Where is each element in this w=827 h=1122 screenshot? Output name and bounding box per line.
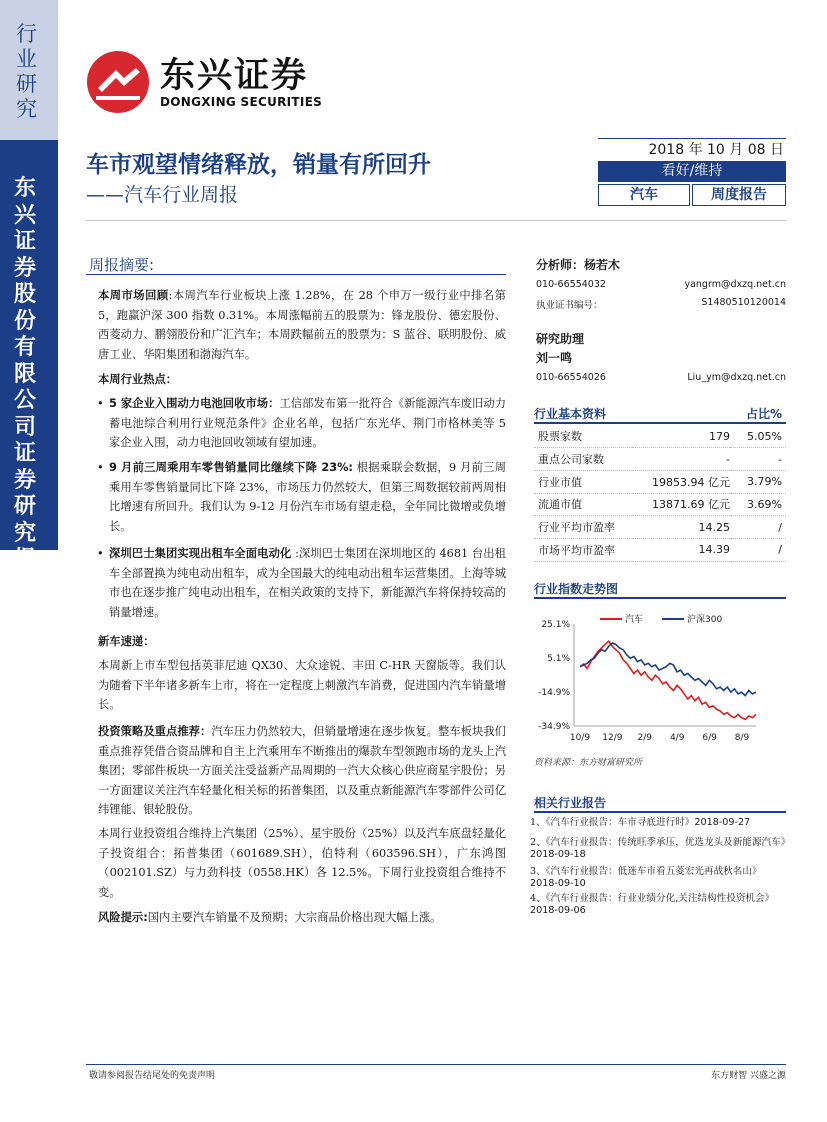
hotspot-title: 5 家企业入围动力电池回收市场： <box>109 397 280 410</box>
footer-disclaimer: 敬请参阅报告结尾处的免责声明 <box>89 1071 216 1081</box>
table-row: 行业平均市盈率 14.25 / <box>534 516 786 539</box>
bullet-icon: • <box>97 547 104 560</box>
risk-text: 国内主要汽车销量不及预期；大宗商品价格出现大幅上涨。 <box>147 911 442 924</box>
report-date: 2018 年 10 月 08 日 <box>648 142 784 158</box>
analyst-email[interactable]: yangrm@dxzq.net.cn <box>684 279 786 290</box>
stats-rule <box>534 422 786 424</box>
strategy-paragraph <box>98 722 506 820</box>
side-label-bottom: 东兴证券股份有限公司证券研究报告 <box>14 176 37 599</box>
logo-text-cn: 东兴证券 <box>160 56 309 96</box>
side-banner-top <box>0 0 58 140</box>
stats-table <box>534 425 786 562</box>
summary-rule <box>86 274 506 275</box>
hotspot-text: :深圳巴士集团在深圳地区的 4681 台出租车全部置换为纯电动出租车，成为全国最大的纯电动出租车运营集团。上海等城市也在逐步推广纯电动出租车，在相关政策的支持下，新能源汽车将保持较高的销量增速。 <box>109 547 506 619</box>
chart-heading: 行业指数走势图 <box>534 582 619 596</box>
x-tick-label: 8/9 <box>734 733 750 743</box>
index-trend-chart <box>534 606 786 752</box>
y-tick-label: 25.1% <box>541 620 570 630</box>
y-tick-label: -34.9% <box>538 722 570 732</box>
related-report-item[interactable]: 4、《汽车行业报告：行业业绩分化,关注结构性投资机会》 2018-09-06 <box>530 893 775 916</box>
related-report-item[interactable]: 2、《汽车行业报告：传统旺季承压，优选龙头及新能源汽车》2018-09-18 <box>530 837 791 860</box>
analyst-phone: 010-66554032 <box>536 279 606 290</box>
related-report-item[interactable]: 1、《汽车行业报告：车市寻底进行时》2018-09-27 <box>530 817 751 828</box>
legend-label: 汽车 <box>625 615 644 625</box>
hotspot-text: 工信部发布第一批符合《新能源汽车废旧动力蓄电池综合利用行业规范条件》企业名单，包括广东光华、荆门市格林美等 5 家企业入围，动力电池回收领域有望加速。 <box>109 397 506 450</box>
chart-source: 资料来源：东方财富研究所 <box>534 758 643 768</box>
table-row: 流通市值 13871.69 亿元 3.69% <box>534 493 786 516</box>
related-heading: 相关行业报告 <box>534 796 607 810</box>
y-tick-label: -14.9% <box>538 688 570 698</box>
hotspot-item <box>97 544 506 622</box>
hotspot-item <box>97 394 506 453</box>
series-line-0 <box>580 641 756 719</box>
assistant-phone: 010-66554026 <box>536 372 606 383</box>
bullet-icon: • <box>97 397 104 410</box>
hotspot-title: 深圳巴士集团实现出租车全面电动化 <box>109 547 292 560</box>
strategy-text: 汽车压力仍然较大，但销量增速在逐步恢复。整车板块我们重点推荐凭借合资品牌和自主上汽乘用车不断推出的爆款车型领跑市场的龙头上汽集团；零部件板块一方面关注受益新产品周期的一汽大众核心供应商星宇股份；另一方面建议关注汽车轻量化相关标的拓普集团，以及重点新能源汽车零部件公司亿纬锂能、银轮股份。 <box>98 725 506 817</box>
related-rule <box>534 811 786 813</box>
x-tick-label: 4/9 <box>669 733 685 743</box>
side-banner-bottom <box>0 140 58 599</box>
x-tick-label: 6/9 <box>702 733 717 743</box>
hotspot-text: 根据乘联会数据，9 月前三周乘用车零售销量同比下降 23%，市场压力仍然较大，但第三周数据较前两周相比增速有所回升。我们认为 9-12 月份汽车市场有望走稳，全年同比微增或负增长。 <box>109 461 506 533</box>
table-row: 市场平均市盈率 14.39 / <box>534 538 786 561</box>
new-car-heading: 新车速递： <box>98 635 155 648</box>
y-tick-label: 5.1% <box>547 654 570 664</box>
report-type-badge: 周度报告 <box>692 184 786 206</box>
table-row: 股票家数 179 5.05% <box>534 425 786 448</box>
hotspots-heading: 本周行业热点： <box>98 373 178 386</box>
portfolio-paragraph: 本周行业投资组合维持上汽集团（25%）、星宇股份（25%）以及汽车底盘轻量化子投资组合：拓普集团（601689.SH），伯特利（603596.SH），广东鸿图（002101.SZ）与力劲科技（0558.HK）各 12.5%。下周行业投资组合维持不变。 <box>98 827 506 899</box>
summary-heading: 周报摘要: <box>89 256 155 274</box>
stats-heading: 行业基本资料 占比% <box>534 407 782 421</box>
company-logo-icon <box>86 50 150 114</box>
chart-rule <box>534 597 786 599</box>
footer-slogan: 东方财智 兴盛之源 <box>711 1071 786 1081</box>
bullet-icon: • <box>97 461 104 474</box>
strategy-label: 投资策略及重点推荐： <box>98 725 212 738</box>
rating-badge: 看好/维持 <box>598 161 786 182</box>
risk-label: 风险提示: <box>98 911 148 924</box>
side-label-top: 行业研究 <box>16 22 37 121</box>
market-review-label: 本周市场回顾 <box>98 289 169 302</box>
sector-badge: 汽车 <box>598 184 690 206</box>
related-report-item[interactable]: 3、《汽车行业报告：低迷车市看五菱宏光再战秋名山》 2018-09-10 <box>530 866 762 889</box>
report-title: 车市观望情绪释放，销量有所回升 <box>86 152 431 178</box>
x-tick-label: 12/9 <box>602 733 623 743</box>
analyst-title: 分析师：杨若木 <box>536 258 621 272</box>
footer-divider <box>86 1064 786 1065</box>
cert-label: 执业证书编号： <box>536 300 603 311</box>
assistant-name: 刘一鸣 <box>536 351 573 365</box>
new-car-paragraph: 本周新上市车型包括英菲尼迪 QX30、大众途锐、丰田 C-HR 天窗版等。我们认为随着下半年诸多新车上市，将在一定程度上刺激汽车消费，促进国内汽车销量增长。 <box>98 659 506 712</box>
x-tick-label: 2/9 <box>637 733 653 743</box>
table-row: 重点公司家数 - - <box>534 448 786 471</box>
assistant-email[interactable]: Liu_ym@dxzq.net.cn <box>687 372 786 383</box>
hotspot-item <box>97 458 506 536</box>
report-subtitle: ——汽车行业周报 <box>86 184 239 206</box>
risk-paragraph <box>98 908 506 928</box>
legend-label: 沪深300 <box>687 615 723 625</box>
x-tick-label: 10/9 <box>569 733 591 743</box>
logo-text-en: DONGXING SECURITIES <box>160 95 323 109</box>
market-review-text: :本周汽车行业板块上涨 1.28%，在 28 个申万一级行业中排名第 5，跑赢沪深 300 指数 0.31%。本周涨幅前五的股票为：锋龙股份、德宏股份、西菱动力、鹏翎股份和广汇汽车；本周跌幅前五的股票为：S 蓝谷、联明股份、威唐工业、华阳集团和渤海汽车。 <box>98 289 506 361</box>
header-divider <box>86 220 786 221</box>
cert-number: S1480510120014 <box>701 297 786 308</box>
assistant-title: 研究助理 <box>536 332 585 346</box>
market-review-paragraph <box>98 286 506 364</box>
hotspot-title: 9 月前三周乘用车零售销量同比继续下降 23%: <box>109 461 353 474</box>
series-line-1 <box>580 643 756 696</box>
table-row: 行业市值 19853.94 亿元 3.79% <box>534 470 786 493</box>
share-heading: 占比% <box>745 407 782 421</box>
